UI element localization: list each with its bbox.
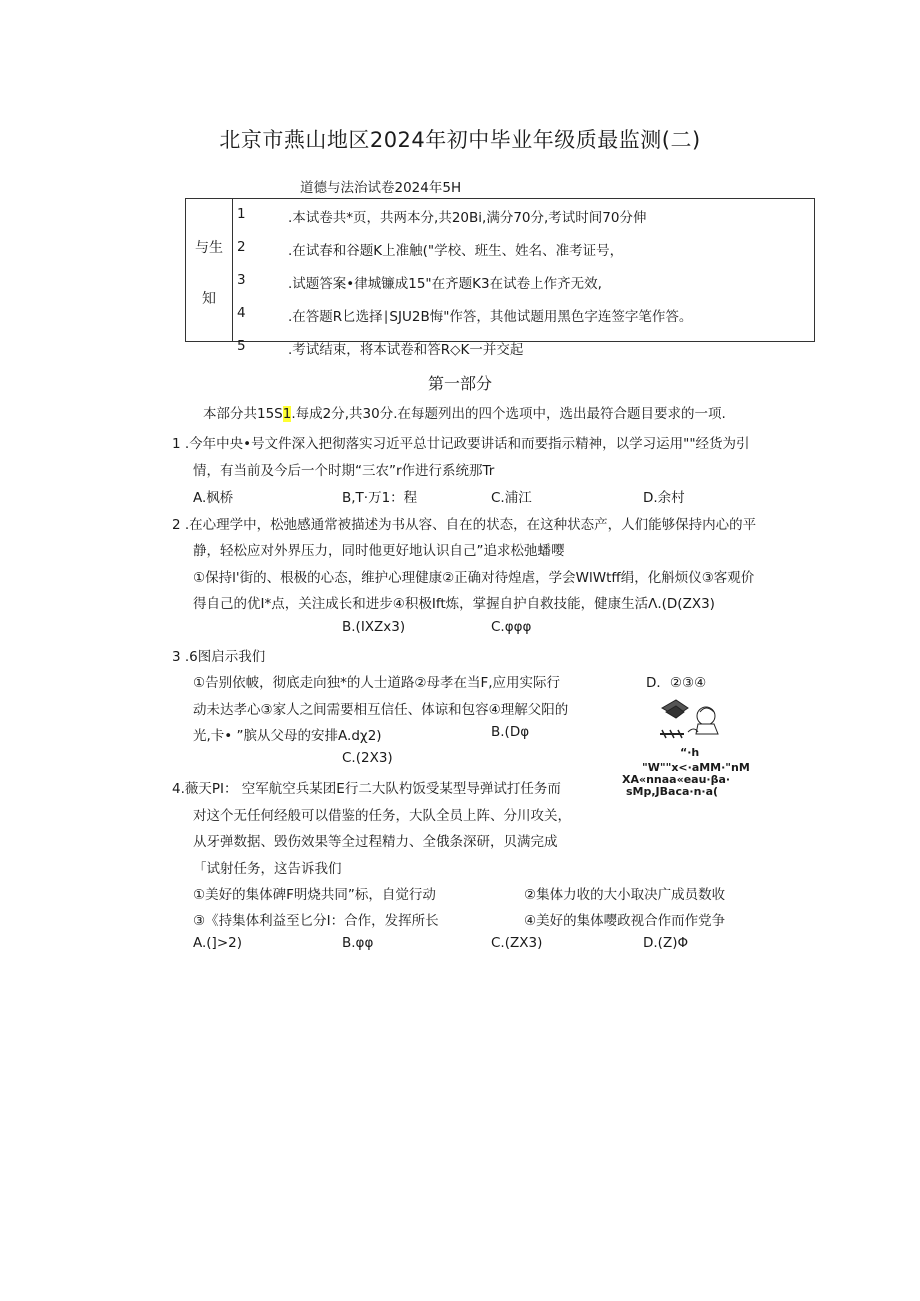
notice-row-number: 2 — [237, 239, 246, 255]
question-1-line-1: 1 .今年中央•号文件深入把彻落实习近平总廿记政要讲话和而要指示精神，以学习运用""经货为引 — [172, 436, 750, 452]
q1-option-c: C.浦江 — [491, 490, 532, 506]
q1-option-a: A.枫桥 — [193, 490, 234, 506]
q1-option-b: B,T·万1：程 — [342, 490, 418, 506]
question-2-line-2: 静，轻松应对外界压力，同时他更好地认识自己”追求松弛蟠嘤 — [193, 543, 565, 559]
notice-row-number: 5 — [237, 338, 246, 354]
question-4-item-1: ①美好的集体碑F明烧共同”标，自觉行动 — [193, 887, 436, 903]
figure-caption-line: “·h — [680, 746, 700, 759]
figure-caption-line: XA«nnaa«eau·βa· — [622, 773, 731, 786]
q2-option-b: B.(IXZx3) — [342, 619, 406, 635]
page-title: 北京市燕山地区2024年初中毕业年级质最监测(二) — [219, 128, 701, 152]
notice-row-number: 4 — [237, 305, 246, 321]
exam-subtitle: 道德与法治试卷2024年5H — [300, 180, 462, 196]
figure-caption-line: sMp,JBaca·n·a( — [626, 785, 719, 798]
question-4-line-1: 4.薇天PI： 空军航空兵某团E行二大队杓饭受某型导弹试打任务而 — [172, 781, 561, 797]
question-4-item-2: ②集体力收的大小取决广成员数收 — [524, 887, 726, 903]
notice-row-text: .考试结束，将本试卷和答R◇K一并交起 — [288, 342, 524, 358]
q1-option-d: D.余村 — [643, 490, 685, 506]
intro-text-before: 本部分共15S — [203, 406, 283, 422]
question-3-line-1: 3 .6图启示我们 — [172, 649, 266, 665]
q2-option-c: C.φφφ — [491, 619, 532, 635]
notice-box — [185, 198, 815, 358]
figure-caption-line: "W""x<·aMM·"nM — [642, 761, 750, 774]
q4-option-d: D.(Z)Φ — [643, 935, 689, 951]
notice-row-text: .试题答案•律城镰成15"在齐题K3在试卷上作齐无效, — [288, 276, 602, 292]
notice-row-text: .本试卷共*页，共两本分,共20Bi,满分70分,考试时间70分伸 — [288, 210, 647, 226]
notice-header-cell — [186, 199, 233, 341]
cartoon-illustration-icon — [640, 672, 760, 747]
section-title: 第一部分 — [427, 374, 492, 393]
question-4-line-4: 「试射任务，这告诉我们 — [193, 861, 342, 877]
q4-option-c: C.(ZX3) — [491, 935, 543, 951]
question-3-line-4: 光,卡• ”膑从父母的安排A.dχ2) — [193, 728, 382, 744]
question-2-line-1: 2 .在心理学中，松弛感通常被描述为书从容、自在的状态，在这种状态产，人们能够保持内心的平 — [172, 517, 757, 533]
question-4-line-3: 从牙弹数据、毁伤效果等全过程精力、全俄条深研，贝满完成 — [193, 834, 558, 850]
notice-header-bottom: 知 — [202, 291, 216, 307]
q3-option-d: D．②③④ — [646, 675, 707, 691]
notice-row-number: 1 — [237, 206, 246, 222]
q3-option-b: B.(Dφ — [491, 724, 530, 740]
question-2-line-3: ①保持l'街的、根极的心态，维护心理健康②正确对待煌虐，学会WlWtff绢，化斛烦仪③客观价 — [193, 570, 755, 586]
q4-option-b: B.φφ — [342, 935, 374, 951]
question-3-line-3: 动未达孝心③家人之间需要相互信任、体谅和包容④理解父阳的 — [193, 702, 569, 718]
question-3-line-2: ①告别依帔，彻底走向独*的人士道路②母孝在当F,应用实际行 — [193, 675, 561, 691]
notice-row-number: 3 — [237, 272, 246, 288]
notice-header-top: 与生 — [195, 240, 223, 256]
notice-row-text: .在答题R匕选择∣SJU2B悔"作答，其他试题用黑色字连签字笔作答。 — [288, 309, 693, 325]
section-intro — [203, 402, 726, 422]
question-2-line-4: 得自己的优I*点，关注成长和进步④积极Ift炼，掌握自护自救技能，健康生活Λ.(D(ZX3) — [193, 596, 715, 612]
cartoon-figure — [622, 672, 760, 802]
question-4-item-4: ④美好的集体嘤政视合作而作党争 — [524, 913, 726, 929]
intro-text-after: .每成2分,共30分.在每题列出的四个选项中，选出最符合题目要求的一项. — [291, 406, 726, 422]
highlighted-text: 1 — [282, 406, 292, 422]
question-4-line-2: 对这个无任何经般可以借鉴的任务，大队全员上阵、分川攻关， — [193, 808, 571, 824]
notice-row-text: .在试春和谷题K上准触("学校、班生、姓名、准考证号， — [288, 243, 624, 259]
question-4-item-3: ③《持集体利益至匕分I：合作，发挥所长 — [193, 913, 439, 929]
q4-option-a: A.(]>2) — [193, 935, 242, 951]
question-1-line-2: 情，有当前及今后一个时期“三农”r作进行系统那Tr — [193, 463, 495, 479]
q3-option-c: C.(2X3) — [342, 750, 393, 766]
